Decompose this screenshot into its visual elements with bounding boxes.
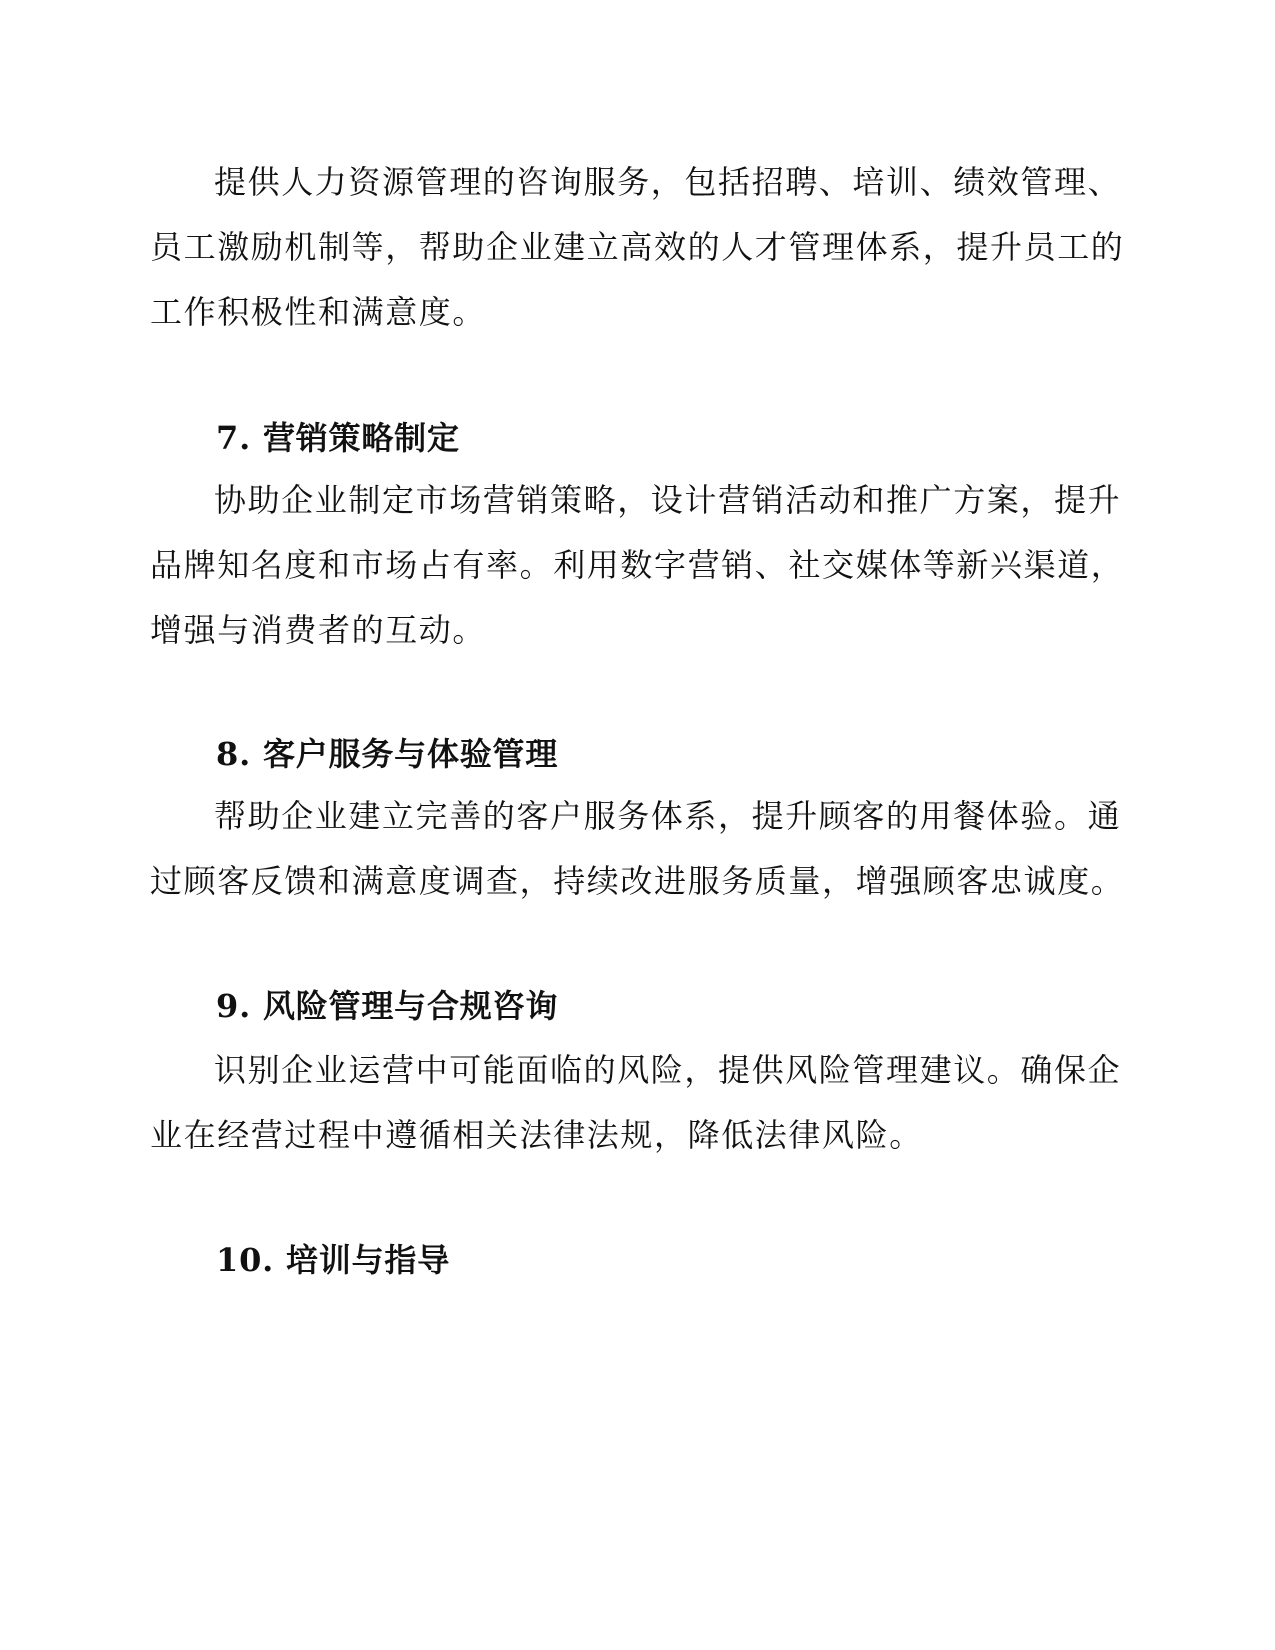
paragraph-text: 帮助企业建立完善的客户服务体系，提升顾客的用餐体验。通过顾客反馈和满意度调查，持续改进服务质量，增强顾客忠诚度。 xyxy=(150,797,1125,900)
paragraph-customer-service xyxy=(150,784,1125,914)
paragraph-text: 协助企业制定市场营销策略，设计营销活动和推广方案，提升品牌知名度和市场占有率。利用数字营销、社交媒体等新兴渠道，增强与消费者的互动。 xyxy=(150,481,1125,649)
paragraph-marketing xyxy=(150,468,1125,663)
paragraph-risk-compliance xyxy=(150,1038,1125,1168)
paragraph-hr-consulting xyxy=(150,150,1125,345)
section-heading-marketing: 7. 营销策略制定 xyxy=(216,419,460,457)
paragraph-text: 提供人力资源管理的咨询服务，包括招聘、培训、绩效管理、员工激励机制等，帮助企业建立高效的人才管理体系，提升员工的工作积极性和满意度。 xyxy=(150,163,1125,331)
section-heading-training: 10. 培训与指导 xyxy=(216,1241,451,1279)
paragraph-text: 识别企业运营中可能面临的风险，提供风险管理建议。确保企业在经营过程中遵循相关法律法规，降低法律风险。 xyxy=(150,1051,1122,1154)
section-heading-customer-service: 8. 客户服务与体验管理 xyxy=(216,735,559,773)
section-heading-risk-compliance: 9. 风险管理与合规咨询 xyxy=(216,987,559,1025)
